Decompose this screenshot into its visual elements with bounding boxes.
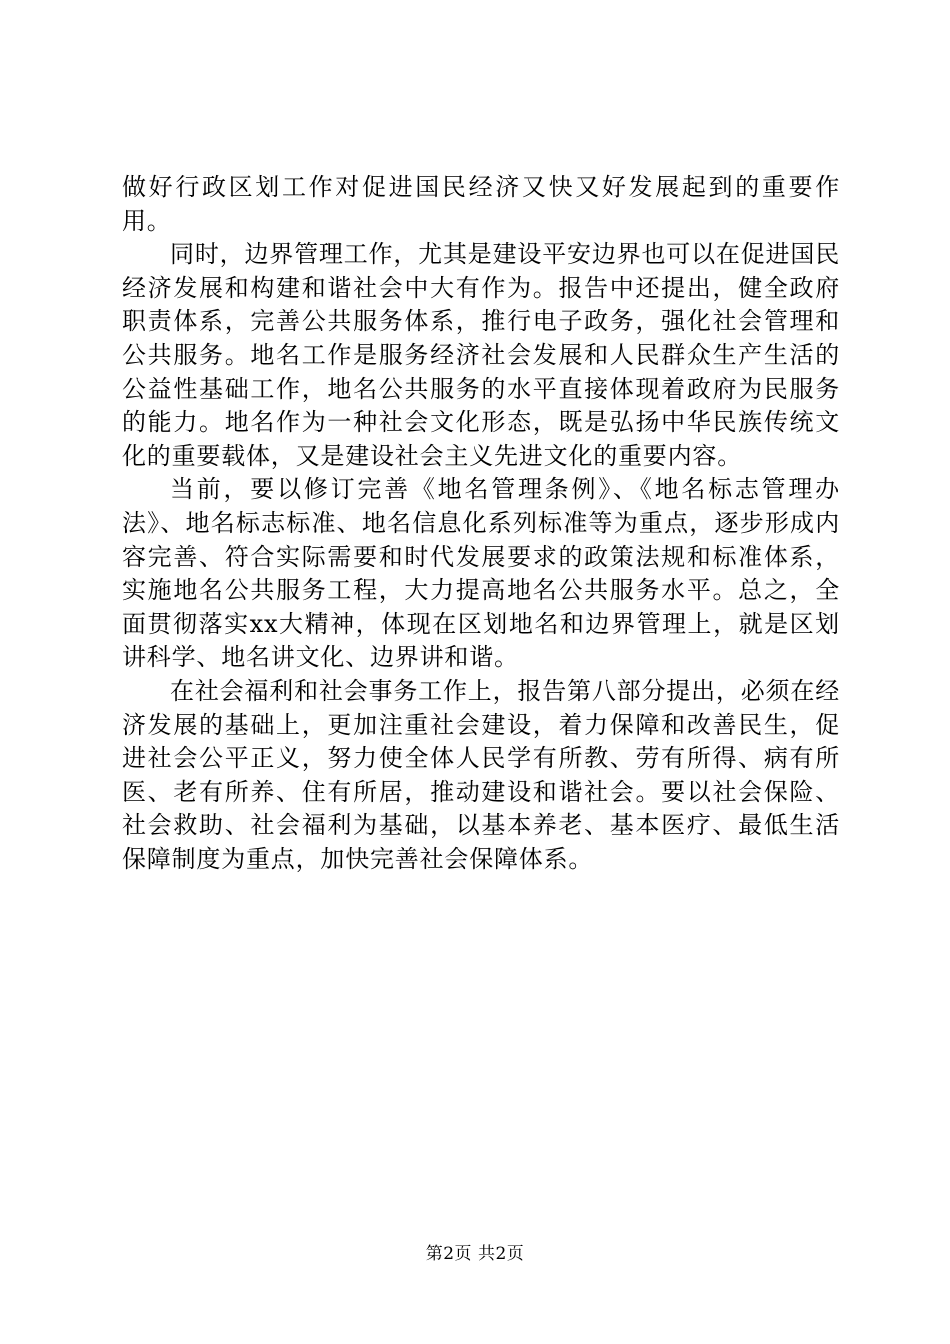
paragraph-2: 同时，边界管理工作，尤其是建设平安边界也可以在促进国民经济发展和构建和谐社会中大有作为。报告中还提出，健全政府职责体系，完善公共服务体系，推行电子政务，强化社会管理和公共服务。地名工作是服务经济社会发展和人民群众生产生活的公益性基础工作，地名公共服务的水平直接体现着政府为民服务的能力。地名作为一种社会文化形态，既是弘扬中华民族传统文化的重要载体，又是建设社会主义先进文化的重要内容。 — [122, 240, 840, 470]
paragraph-3: 当前，要以修订完善《地名管理条例》、《地名标志管理办法》、地名标志标准、地名信息化系列标准等为重点，逐步形成内容完善、符合实际需要和时代发展要求的政策法规和标准体系，实施地名公共服务工程，大力提高地名公共服务水平。总之，全面贯彻落实xx大精神，体现在区划地名和边界管理上，就是区划讲科学、地名讲文化、边界讲和谐。 — [122, 475, 840, 672]
paragraph-1: 做好行政区划工作对促进国民经济又快又好发展起到的重要作用。 — [122, 173, 840, 235]
page-footer: 第2页 共2页 — [425, 1244, 525, 1264]
document-body — [122, 171, 840, 876]
paragraph-4: 在社会福利和社会事务工作上，报告第八部分提出，必须在经济发展的基础上，更加注重社会建设，着力保障和改善民生，促进社会公平正义，努力使全体人民学有所教、劳有所得、病有所医、老有所养、住有所居，推动建设和谐社会。要以社会保险、社会救助、社会福利为基础，以基本养老、基本医疗、最低生活保障制度为重点，加快完善社会保障体系。 — [122, 676, 840, 873]
